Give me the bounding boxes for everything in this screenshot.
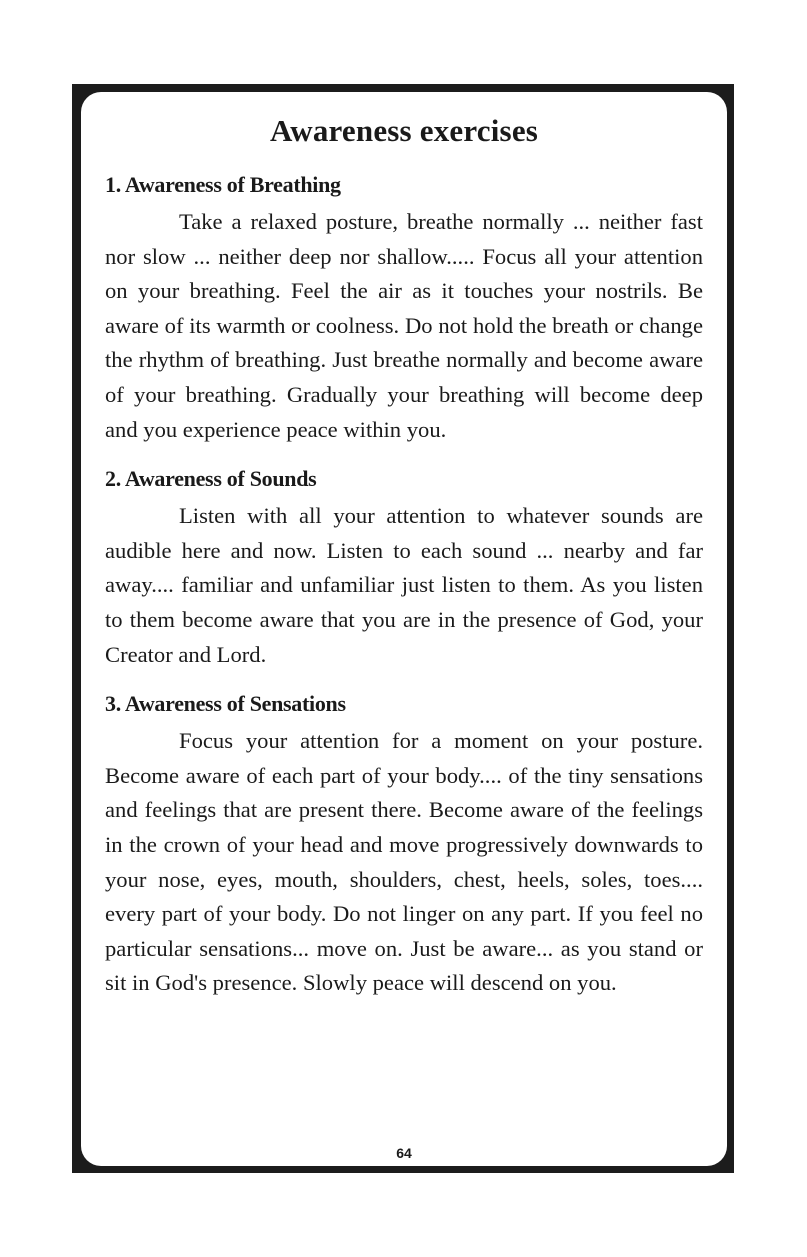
document-page	[81, 92, 727, 1166]
section-heading: 1. Awareness of Breathing	[105, 172, 341, 197]
page-title: Awareness exercises	[269, 113, 539, 148]
page-number: 64	[396, 1145, 412, 1161]
section-heading: 3. Awareness of Sensations	[105, 691, 346, 717]
section-awareness-of-breathing	[105, 171, 703, 447]
section-body-text: Take a relaxed posture, breathe normally ... neither fast nor slow ... neither deep nor shallow..... Focus all your attention on your breathing. Feel the air as it touches your nostrils. Be aware of its warmth or coolness. Do not hold the breath or change the rhythm of breathing. Just breathe normally and become aware of your breathing. Gradually your breathing will become deep and you experience peace within you.	[105, 209, 703, 442]
section-body-text: Listen with all your attention to whatever sounds are audible here and now. Listen to each sound ... nearby and far away.... familiar and unfamiliar just listen to them. As you listen to them become aware that you are in the presence of God, your Creator and Lord.	[105, 503, 703, 667]
section-awareness-of-sounds	[105, 465, 703, 672]
section-heading: 2. Awareness of Sounds	[105, 466, 317, 492]
section-awareness-of-sensations	[105, 690, 703, 1001]
section-body-text: Focus your attention for a moment on your posture. Become aware of each part of your body.... of the tiny sensations and feelings that are present there. Become aware of the feelings in the crown of your head and move progressively downwards to your nose, eyes, mouth, shoulders, chest, heels, soles, toes.... every part of your body. Do not linger on any part. If you feel no particular sensations... move on. Just be aware... as you stand or sit in God's presence. Slowly peace will descend on you.	[105, 728, 703, 996]
